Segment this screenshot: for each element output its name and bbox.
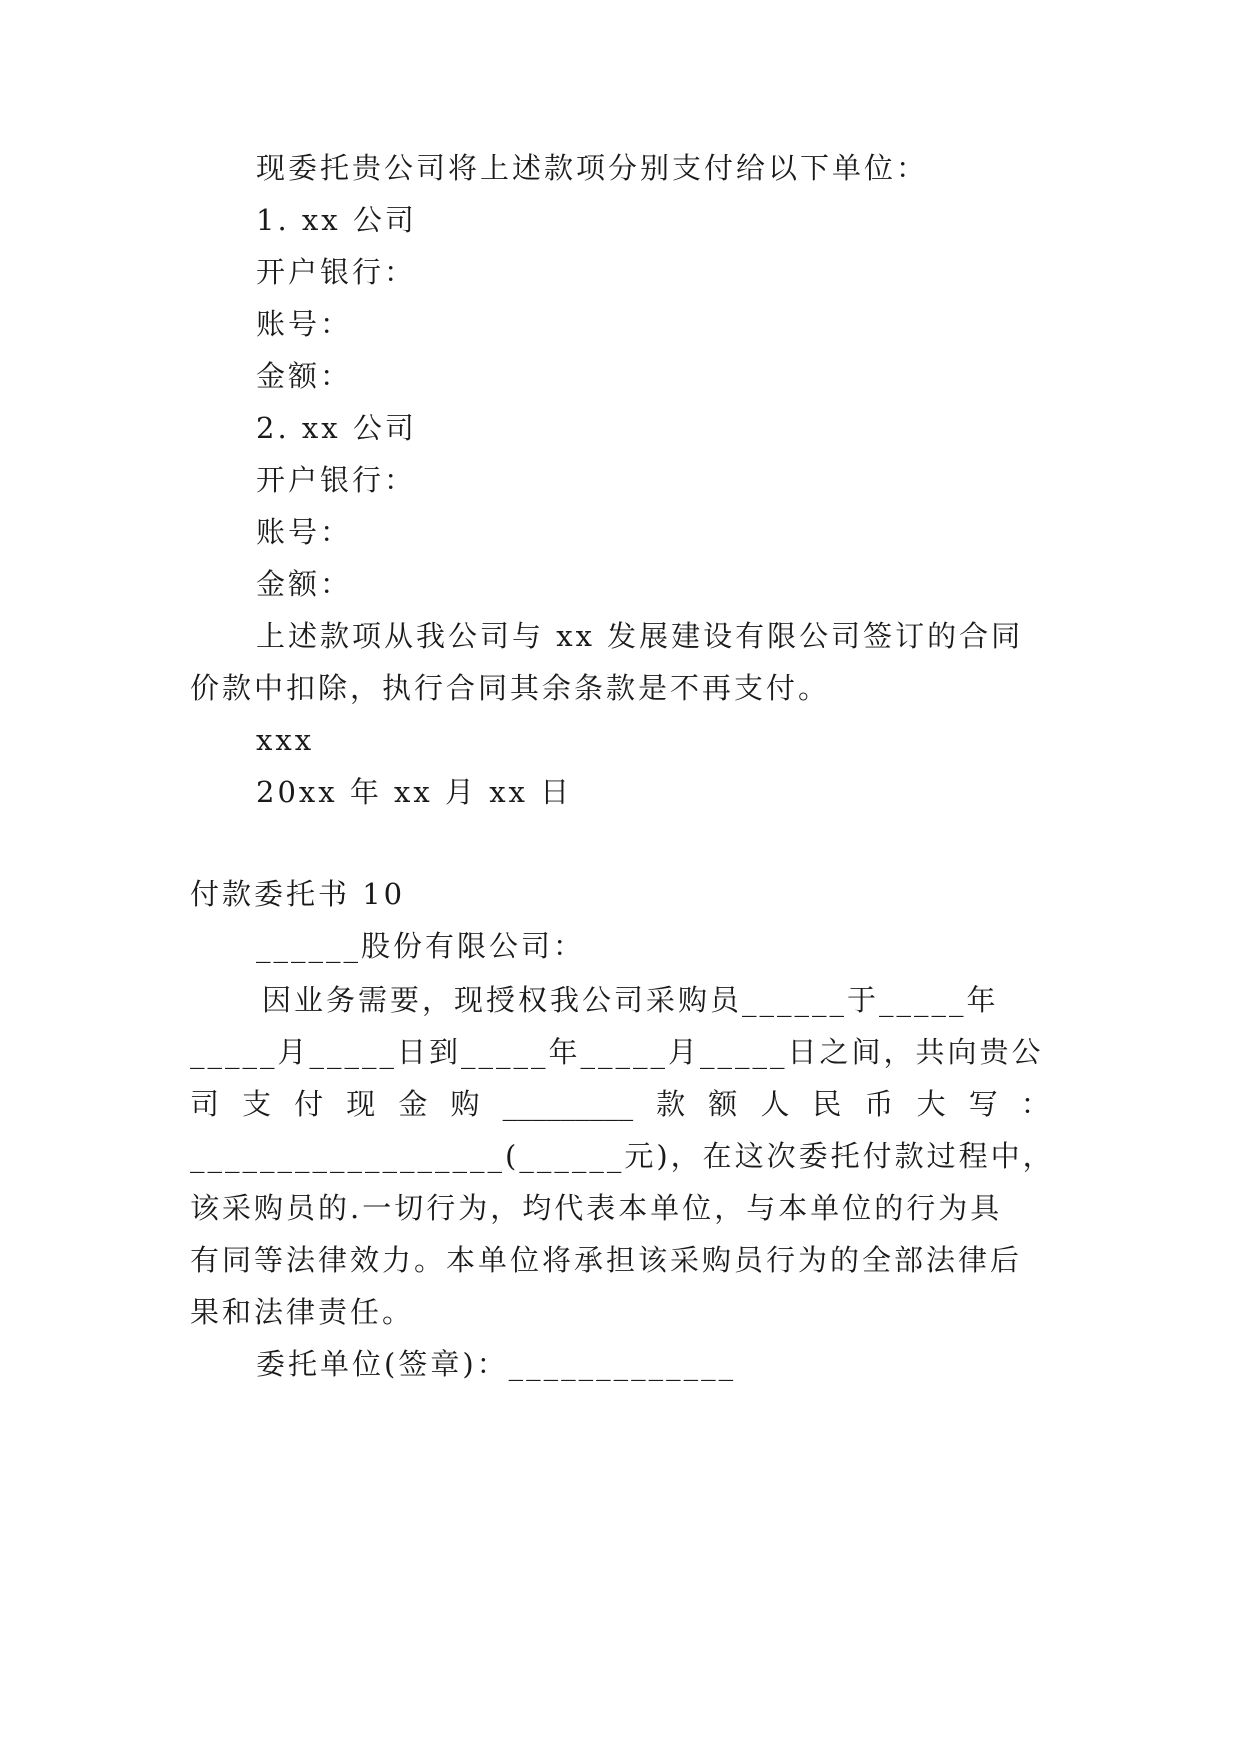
body-line-7: 果和法律责任。: [190, 1295, 415, 1329]
body-line-3-token: 币: [864, 1087, 894, 1121]
body-line-4: __________________(______元)，在这次委托付款过程中，: [190, 1139, 1055, 1173]
body-line-3-token: 现: [346, 1087, 376, 1121]
payee-1-account-label: 账号：: [256, 307, 353, 341]
payee-2-amount-label: 金额：: [256, 567, 353, 601]
payee-2-name: 2. xx 公司: [256, 411, 417, 445]
body-line-3-token: 付: [294, 1087, 324, 1121]
body-line-3-token: 款: [656, 1087, 686, 1121]
deduction-paragraph-line-2: 价款中扣除，执行合同其余条款是不再支付。: [190, 671, 831, 705]
document-date: 20xx 年 xx 月 xx 日: [256, 775, 573, 809]
body-line-3-token: 支: [242, 1087, 272, 1121]
payee-1-bank-label: 开户银行：: [256, 255, 417, 289]
body-line-3-token: 人: [760, 1087, 790, 1121]
body-line-5: 该采购员的.一切行为，均代表本单位，与本单位的行为具: [190, 1191, 1003, 1225]
signature-field: 委托单位(签章)：_____________: [256, 1347, 737, 1381]
section-title: 付款委托书 10: [190, 877, 406, 911]
body-line-3-token: ：: [1020, 1087, 1050, 1121]
body-line-3-token: 金: [398, 1087, 428, 1121]
body-line-3-token: 购: [450, 1087, 480, 1121]
payee-1-amount-label: 金额：: [256, 359, 353, 393]
payee-2-bank-label: 开户银行：: [256, 463, 417, 497]
body-line-3-token: 民: [812, 1087, 842, 1121]
body-line-3: [190, 1084, 1050, 1124]
body-line-3-blank: _________: [502, 1087, 634, 1121]
recipient-line: ______股份有限公司：: [256, 929, 586, 963]
body-line-1: 因业务需要，现授权我公司采购员______于_____年: [262, 983, 999, 1017]
body-line-2: _____月_____日到_____年_____月_____日之间，共向贵公: [190, 1035, 1044, 1069]
body-line-6: 有同等法律效力。本单位将承担该采购员行为的全部法律后: [190, 1243, 1023, 1277]
body-line-3-token: 写: [968, 1087, 998, 1121]
payee-2-account-label: 账号：: [256, 515, 353, 549]
signer-name: xxx: [256, 723, 315, 757]
intro-paragraph: 现委托贵公司将上述款项分别支付给以下单位：: [256, 151, 929, 185]
body-line-3-token: 司: [190, 1087, 220, 1121]
body-line-3-token: 大: [916, 1087, 946, 1121]
body-line-3-token: 额: [708, 1087, 738, 1121]
deduction-paragraph-line-1: 上述款项从我公司与 xx 发展建设有限公司签订的合同: [256, 619, 1024, 653]
payee-1-name: 1. xx 公司: [256, 203, 417, 237]
